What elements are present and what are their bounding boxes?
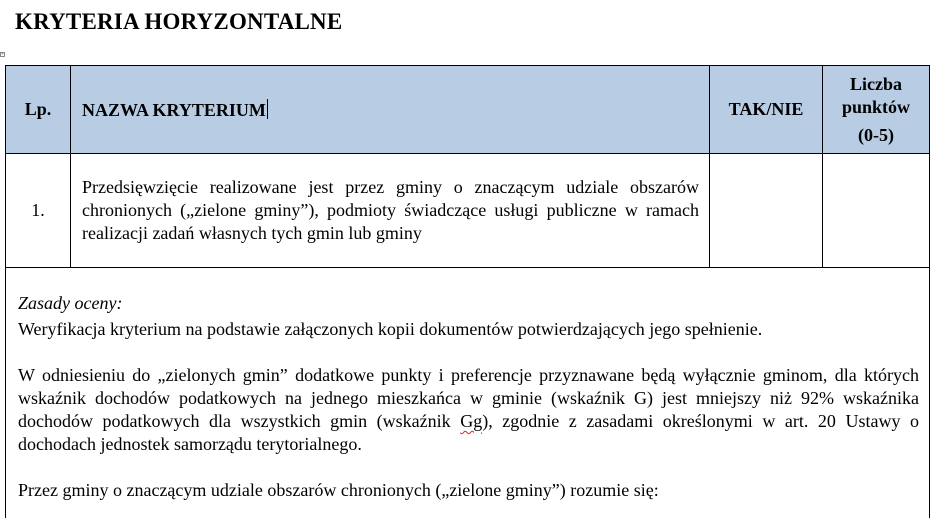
rules-heading: Zasady oceny:	[18, 292, 919, 315]
text-cursor	[267, 99, 268, 119]
spellcheck-flagged-word[interactable]: Gg	[460, 411, 482, 431]
table-move-handle-icon[interactable]: +	[0, 52, 5, 57]
row-lp[interactable]: 1.	[6, 154, 71, 268]
header-name-cell[interactable]	[71, 66, 710, 154]
document-title: KRYTERIA HORYZONTALNE	[15, 9, 342, 35]
rules-paragraph-definition: Przez gminy o znaczącym udziale obszarów chronionych („zielone gminy”) rozumie się:	[18, 479, 919, 502]
header-points-cell[interactable]	[823, 66, 930, 154]
row-points-cell[interactable]	[823, 154, 930, 268]
table-row	[6, 154, 930, 268]
header-name: NAZWA KRYTERIUM	[82, 100, 266, 120]
header-lp[interactable]: Lp.	[6, 66, 71, 154]
row-description[interactable]: Przedsięwzięcie realizowane jest przez gminy o znaczącym udziale obszarów chronionych („zielone gminy”), podmioty świadczące usługi publiczne w ramach realizacji zadań własnych tych gmin lub gminy	[71, 154, 710, 268]
rules-row	[6, 268, 930, 518]
row-tak-nie-cell[interactable]	[710, 154, 823, 268]
rules-cell[interactable]	[6, 268, 930, 518]
header-points-line3: (0-5)	[823, 124, 929, 147]
criteria-table	[5, 65, 930, 518]
table-header-row	[6, 66, 930, 154]
rules-verification: Weryfikacja kryterium na podstawie załączonych kopii dokumentów potwierdzających jego spełnienie.	[18, 318, 919, 341]
header-points-line1: Liczba	[823, 73, 929, 96]
rules-paragraph-green-municipalities: W odniesieniu do „zielonych gmin” dodatkowe punkty i preferencje przyznawane będą wyłącznie gminom, dla których wskaźnik dochodów podatkowych na jednego mieszkańca w gminie (wskaźnik G) jest mniejszy niż 92% wskaźnika dochodów podatkowych dla wszystkich gmin (wskaźnik Gg), zgodnie z zasadami określonymi w art. 20 Ustawy o dochodach jednostek samorządu terytorialnego.	[18, 364, 919, 456]
header-tak-nie[interactable]: TAK/NIE	[710, 66, 823, 154]
header-points-line2: punktów	[823, 96, 929, 119]
